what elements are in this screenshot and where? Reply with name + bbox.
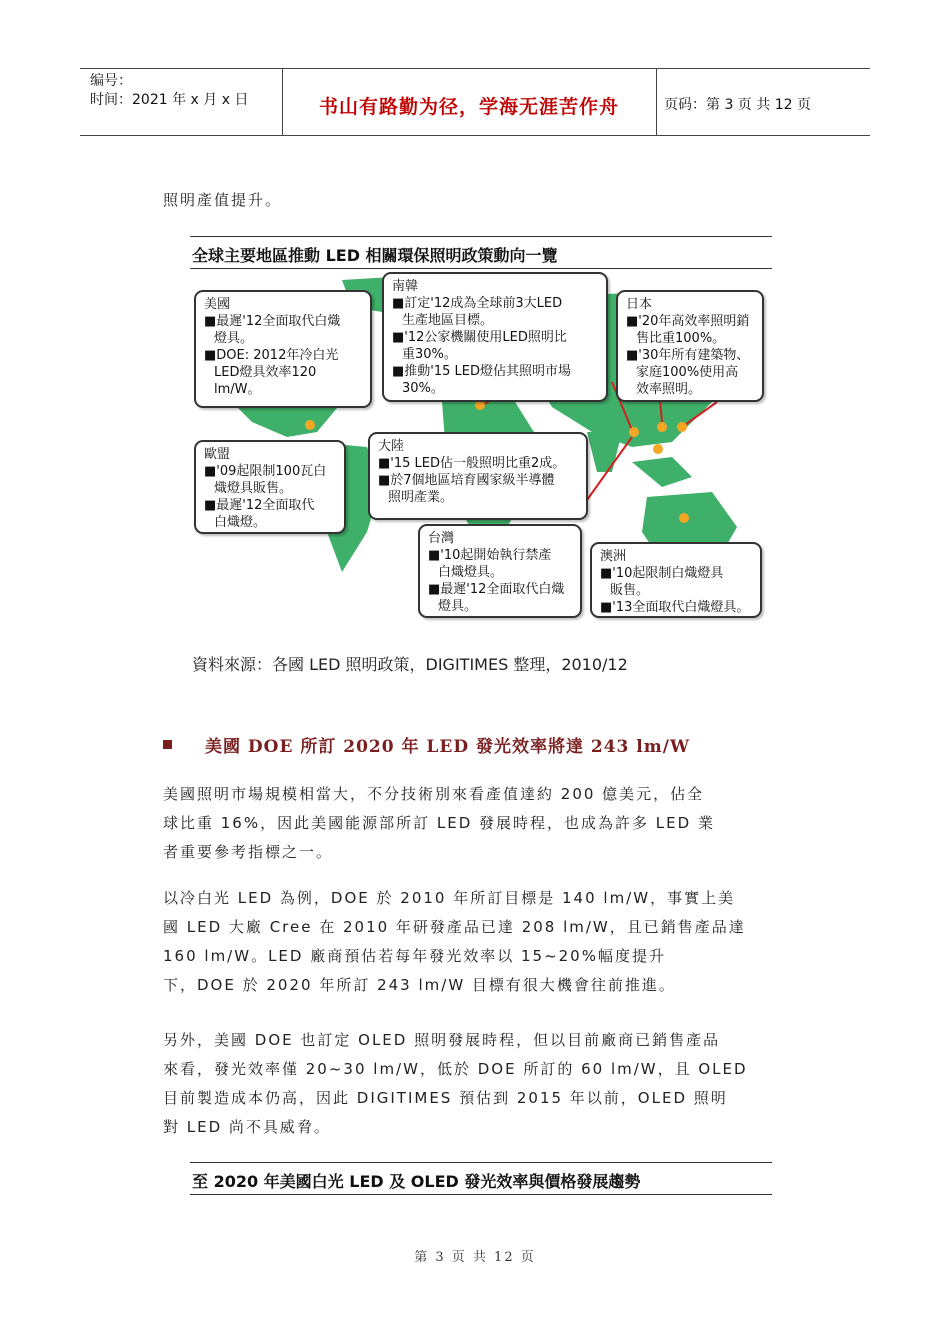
paragraph-line: 下，DOE 於 2020 年所訂 243 lm/W 目標有很大機會往前推進。 bbox=[163, 976, 676, 994]
region-line: ■'10起開始執行禁產 bbox=[428, 548, 552, 563]
header-bottom-rule bbox=[80, 135, 870, 136]
region-line: ■'09起限制100瓦白 bbox=[204, 464, 327, 479]
figure-source: 資料來源：各國 LED 照明政策，DIGITIMES 整理，2010/12 bbox=[192, 655, 628, 674]
header-top-rule bbox=[80, 68, 870, 69]
region-bubble-korea bbox=[382, 272, 608, 402]
region-line: 白熾燈具。 bbox=[438, 565, 504, 580]
region-bubble-eu bbox=[194, 440, 346, 534]
region-name: 大陸 bbox=[378, 439, 405, 454]
region-bubble-taiwan bbox=[418, 524, 582, 618]
paragraph bbox=[163, 1026, 748, 1142]
region-line: 家庭100%使用高 bbox=[636, 365, 739, 380]
region-line: 販售。 bbox=[610, 583, 650, 598]
header-number: 编号： bbox=[90, 73, 132, 89]
region-line: 燈具。 bbox=[438, 599, 478, 614]
marker-japan bbox=[677, 422, 687, 432]
region-name: 歐盟 bbox=[204, 447, 231, 462]
header-divider bbox=[656, 68, 657, 135]
figure-title: 全球主要地區推動 LED 相關環保照明政策動向一覽 bbox=[192, 246, 558, 265]
figure-title-rule bbox=[190, 268, 772, 269]
region-line: 生產地區目標。 bbox=[402, 313, 494, 328]
paragraph-line: 160 lm/W。LED 廠商預估若每年發光效率以 15~20%幅度提升 bbox=[163, 947, 666, 965]
region-line: 重30%。 bbox=[402, 347, 457, 362]
figure2-title-rule bbox=[190, 1194, 772, 1195]
paragraph-line: 球比重 16%，因此美國能源部所訂 LED 發展時程，也成為許多 LED 業 bbox=[163, 814, 715, 832]
region-line: ■於7個地區培育國家級半導體 bbox=[378, 473, 555, 488]
region-line: ■最遲'12全面取代白熾 bbox=[204, 314, 341, 329]
region-line: ■'12公家機關使用LED照明比 bbox=[392, 330, 567, 345]
marker-australia bbox=[679, 513, 689, 523]
header-page-number: 页码：第 3 页 共 12 页 bbox=[664, 97, 811, 113]
paragraph-line: 對 LED 尚不具威脅。 bbox=[163, 1118, 331, 1136]
region-line: 白熾燈。 bbox=[214, 515, 267, 530]
region-line: ■'30年所有建築物、 bbox=[626, 348, 750, 363]
paragraph bbox=[163, 780, 715, 867]
region-line: ■'10起限制白熾燈具 bbox=[600, 566, 724, 581]
paragraph-line: 來看，發光效率僅 20~30 lm/W，低於 DOE 所訂的 60 lm/W，且 OLED bbox=[163, 1060, 748, 1078]
paragraph-line: 以冷白光 LED 為例，DOE 於 2010 年所訂目標是 140 lm/W，事實上美 bbox=[163, 889, 736, 907]
region-bubble-japan bbox=[616, 290, 764, 402]
region-line: ■訂定'12成為全球前3大LED bbox=[392, 296, 563, 311]
header-time: 时间：2021 年 x 月 x 日 bbox=[90, 92, 249, 108]
region-line: 燈具。 bbox=[214, 331, 254, 346]
header-meta bbox=[90, 72, 248, 110]
region-name: 日本 bbox=[626, 297, 653, 312]
figure2-title: 至 2020 年美國白光 LED 及 OLED 發光效率與價格發展趨勢 bbox=[192, 1172, 641, 1191]
region-line: 效率照明。 bbox=[636, 382, 702, 397]
paragraph-line: 國 LED 大廠 Cree 在 2010 年研發產品已達 208 lm/W，且已銷售產品達 bbox=[163, 918, 746, 936]
paragraph-line: 美國照明市場規模相當大，不分技術別來看產值達約 200 億美元，佔全 bbox=[163, 785, 705, 803]
paragraph-line: 另外，美國 DOE 也訂定 OLED 照明發展時程，但以目前廠商已銷售產品 bbox=[163, 1031, 721, 1049]
region-line: ■DOE: 2012年冷白光 bbox=[204, 348, 339, 363]
region-line: 售比重100%。 bbox=[636, 331, 726, 346]
region-name: 澳洲 bbox=[600, 549, 627, 564]
region-line: 照明產業。 bbox=[388, 490, 454, 505]
paragraph-line: 者重要參考指標之一。 bbox=[163, 843, 334, 861]
region-line: 熾燈具販售。 bbox=[214, 481, 293, 496]
section-title: 美國 DOE 所訂 2020 年 LED 發光效率將達 243 lm/W bbox=[205, 737, 691, 757]
paragraph bbox=[163, 884, 746, 1000]
region-line: 30%。 bbox=[402, 381, 444, 396]
region-bubble-usa bbox=[194, 290, 372, 408]
region-line: ■'13全面取代白熾燈具。 bbox=[600, 600, 750, 615]
region-line: LED燈具效率120 bbox=[214, 365, 317, 380]
marker-china bbox=[629, 427, 639, 437]
marker-usa bbox=[305, 420, 315, 430]
region-line: ■最遲'12全面取代白熾 bbox=[428, 582, 565, 597]
region-name: 台灣 bbox=[428, 531, 455, 546]
region-bubble-australia bbox=[590, 542, 762, 618]
marker-korea bbox=[657, 422, 667, 432]
paragraph-line: 目前製造成本仍高，因此 DIGITIMES 預估到 2015 年以前，OLED 照明 bbox=[163, 1089, 728, 1107]
region-line: ■推動'15 LED燈佔其照明市場 bbox=[392, 364, 571, 379]
marker-taiwan bbox=[653, 444, 663, 454]
region-line: ■最遲'12全面取代 bbox=[204, 498, 315, 513]
region-bubble-china bbox=[368, 432, 588, 520]
page-footer: 第 3 页 共 12 页 bbox=[414, 1250, 536, 1265]
region-name: 南韓 bbox=[392, 279, 419, 294]
region-line: ■'15 LED佔一般照明比重2成。 bbox=[378, 456, 566, 471]
region-line: lm/W。 bbox=[214, 382, 261, 397]
figure2-top-rule bbox=[190, 1162, 772, 1163]
region-line: ■'20年高效率照明銷 bbox=[626, 314, 750, 329]
region-name: 美國 bbox=[204, 297, 231, 312]
intro-line: 照明產值提升。 bbox=[163, 191, 283, 209]
section-bullet bbox=[163, 740, 172, 749]
world-map-figure bbox=[192, 272, 772, 638]
header-motto: 书山有路勤为径，学海无涯苦作舟 bbox=[318, 96, 619, 118]
figure-top-rule bbox=[190, 236, 772, 237]
